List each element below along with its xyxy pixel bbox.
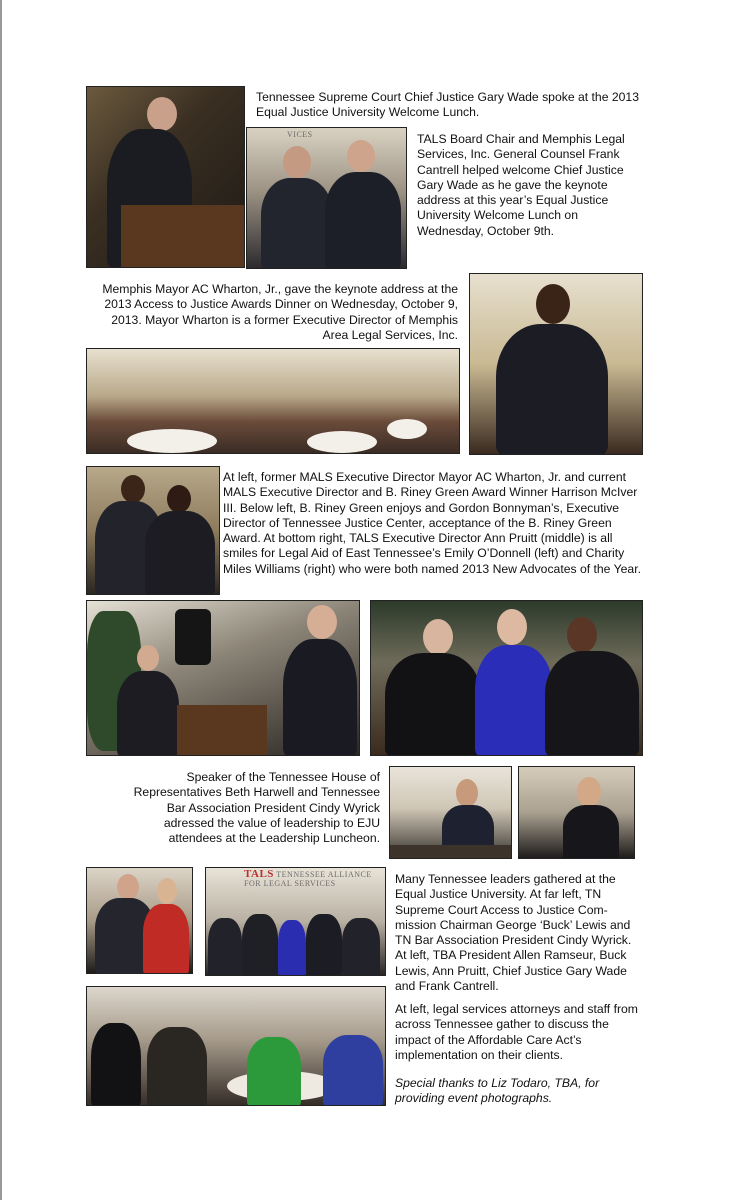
tals-logo: TALS [244,868,274,880]
photo-cantrell-wade [246,127,407,269]
caption-harwell: Speaker of the Tennessee House of Representatives Beth Harwell and Tennessee Bar Association President Cindy Wyrick adressed the value of leadership to EJU attendees at the Leadership Luncheon. [133,770,380,846]
caption-mals: At left, former MALS Executive Director Mayor AC Wharton, Jr. and current MALS Executive Director and B. Riney Green Award Winner Harrison McIver III. Below left, B. Riney Green enjoys and Gordon Bonnyman’s, Executive Director of Tennessee Justice Center, acceptance of the B. Riney Green Award. At bottom right, TALS Executive Director Ann Pruitt (middle) is all smiles for Legal Aid of East Tennessee’s Emily O’Donnell (left) and Charity Miles Williams (right) who were both named 2013 New Advocates of the Year. [223,470,641,576]
caption-thanks: Special thanks to Liz Todaro, TBA, for providing event photographs. [395,1076,600,1106]
caption-aca: At left, legal services attorneys and staff from across Tennessee gather to discuss the impact of the Affordable Care Act’s implementation on their clients. [395,1002,638,1062]
photo-awards-dinner-room [86,348,460,454]
photo-chief-justice-wade-podium [86,86,245,268]
caption-wade-lunch: Tennessee Supreme Court Chief Justice Gary Wade spoke at the 2013 Equal Justice University Welcome Lunch. [256,90,639,120]
tals-name: TENNESSEE ALLIANCE FOR LEGAL SERVICES [244,870,372,888]
photo-wharton-mciver [86,466,220,595]
caption-leaders: Many Tennessee leaders gathered at the Equal Justice University. At far left, TN Supreme Court Access to Justice Com-mission Chairman George ‘Buck’ Lewis and TN Bar Association President Cindy Wyrick. At left, TBA President Allen Ramseur, Buck Lewis, Ann Pruitt, Chief Justice Gary Wade and Frank Cantrell. [395,872,632,994]
page-edge [0,0,2,1200]
photo-bonnyman-podium [86,600,360,756]
photo-leaders-group [205,867,386,976]
photo-lewis-wyrick [86,867,193,974]
caption-cantrell: TALS Board Chair and Memphis Legal Services, Inc. General Counsel Frank Cantrell helped welcome Chief Justice Gary Wade as he gave the keynote address at this year’s Equal Justice University Welcome Lunch on Wednesday, October 9th. [417,132,625,238]
photo-mayor-wharton [469,273,643,455]
photo-new-advocates [370,600,643,756]
photo-beth-harwell [389,766,512,859]
caption-wharton: Memphis Mayor AC Wharton, Jr., gave the keynote address at the 2013 Access to Justice Awards Dinner on Wednesday, October 9, 2013. Mayor Wharton is a former Executive Director of Memphis Area Legal Services, Inc. [102,282,458,342]
photo-cindy-wyrick-podium [518,766,635,859]
photo-aca-discussion [86,986,386,1106]
banner-text: VICES [287,130,313,139]
